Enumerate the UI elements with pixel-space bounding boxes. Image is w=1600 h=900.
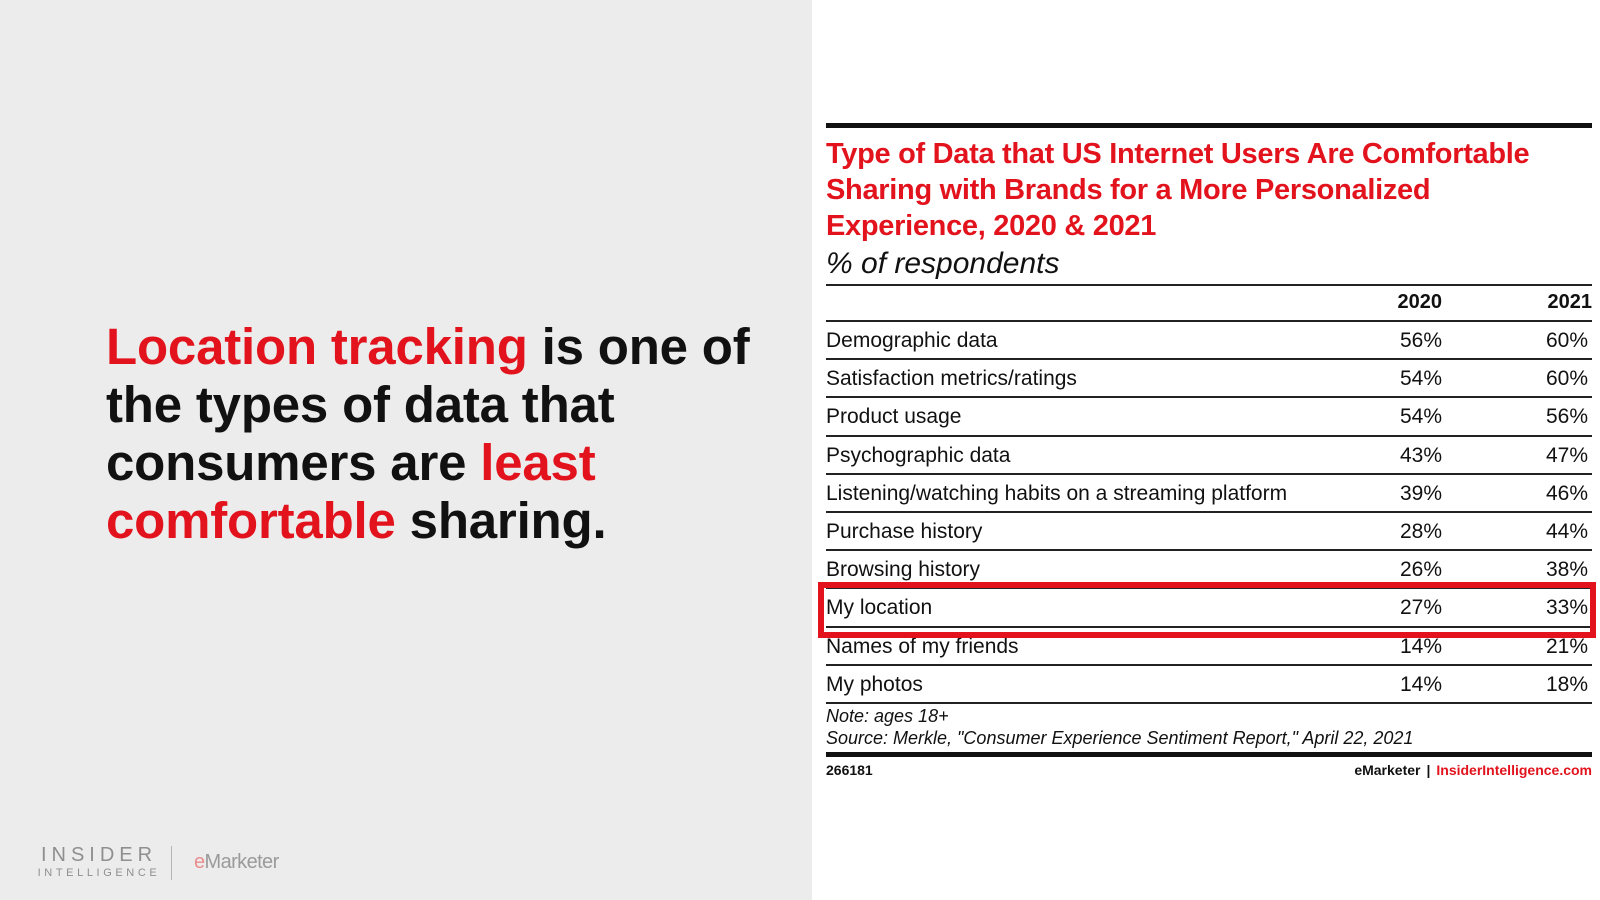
table-row [826,396,1592,434]
row-label: Listening/watching habits on a streaming platform [826,481,1288,505]
table-bottom-rule [826,702,1592,704]
row-label: Psychographic data [826,443,1011,467]
table-body [826,320,1592,702]
value-2020: 14% [1399,634,1442,658]
value-2021: 44% [1545,519,1588,543]
chart-bottom-rule [826,752,1592,757]
value-2020: 56% [1399,329,1442,352]
chart-top-rule [826,123,1592,128]
row-label: Satisfaction metrics/ratings [826,367,1077,391]
value-2021: 21% [1545,634,1588,658]
headline-highlight-location: Location tracking [106,318,528,375]
insider-logo-line1: INSIDER [40,844,158,866]
value-2021: 60% [1545,329,1588,352]
value-2021: 46% [1545,481,1588,505]
row-label: Browsing history [826,558,981,582]
table-row [826,587,1592,625]
row-label: My location [826,596,933,620]
value-2021: 38% [1545,558,1588,582]
value-2020: 26% [1399,558,1442,582]
emarketer-logo-e: e [194,851,205,873]
table-row [826,320,1592,358]
table-row [826,626,1592,664]
row-label: Purchase history [826,519,983,543]
insider-intelligence-logo [34,844,164,880]
chart-id: 266181 [826,762,873,778]
table-row [826,435,1592,473]
chart-note: Note: ages 18+ [826,706,949,726]
chart-title: Type of Data that US Internet Users Are Comfortable Sharing with Brands for a More Personalized Experience, 2020 & 2021 [826,138,1530,242]
table-header-row [826,284,1592,320]
value-2020: 14% [1399,672,1442,696]
table-row [826,549,1592,587]
table-row [826,473,1592,511]
chart-source: Source: Merkle, "Consumer Experience Sentiment Report," April 22, 2021 [826,728,1414,748]
value-2020: 28% [1399,519,1442,543]
chart-header [826,123,1592,284]
insider-logo-line2: INTELLIGENCE [37,867,161,879]
value-2020: 54% [1399,367,1442,391]
data-table [826,284,1592,704]
headline-highlight-least: least comfortable [106,434,596,549]
chart-subtitle: % of respondents [826,247,1060,280]
value-2020: 39% [1399,481,1442,505]
chart-credit [1354,762,1592,778]
credit-separator: | [1426,762,1431,778]
value-2021: 33% [1545,596,1588,620]
table-row [826,358,1592,396]
headline-text-end: sharing. [395,492,607,549]
table-row [826,664,1592,702]
column-header-2020: 2020 [1397,291,1442,313]
headline [106,318,766,550]
value-2021: 56% [1545,405,1588,429]
logo-divider [171,846,172,880]
row-label: Demographic data [826,329,998,352]
credit-site-link[interactable]: InsiderIntelligence.com [1436,762,1592,778]
column-header-2021: 2021 [1547,291,1592,313]
value-2021: 18% [1545,672,1588,696]
row-label: Names of my friends [826,634,1019,658]
value-2020: 43% [1399,443,1442,467]
value-2020: 54% [1399,405,1442,429]
value-2020: 27% [1399,596,1442,620]
headline-text-middle: is one of the types of data that consumers are [106,318,750,491]
value-2021: 47% [1545,443,1588,467]
table-row [826,511,1592,549]
credit-brand: eMarketer [1354,762,1421,778]
chart-notes [826,705,1592,749]
emarketer-logo-rest: Marketer [204,851,279,873]
value-2021: 60% [1545,367,1588,391]
row-label: Product usage [826,405,962,429]
row-label: My photos [826,672,923,696]
emarketer-logo [194,851,279,874]
